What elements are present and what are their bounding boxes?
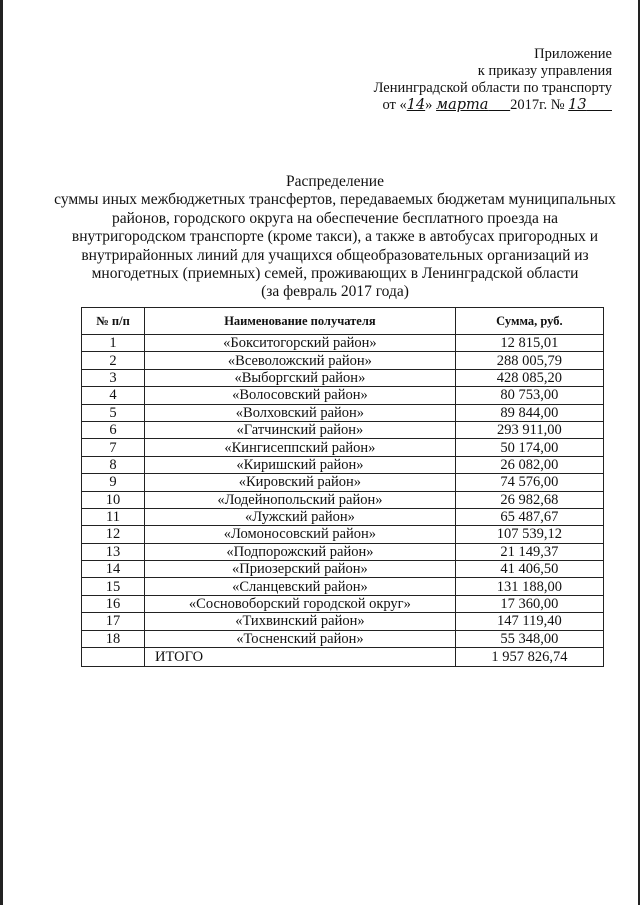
order-number: 13 <box>568 97 587 113</box>
row-recipient: «Сосновоборский городской округ» <box>145 595 456 612</box>
row-amount: 80 753,00 <box>455 387 603 404</box>
row-number: 14 <box>82 561 145 578</box>
row-recipient: «Волосовский район» <box>145 387 456 404</box>
row-amount: 89 844,00 <box>455 404 603 421</box>
header-amount: Сумма, руб. <box>455 308 603 335</box>
row-recipient: «Бокситогорский район» <box>145 335 456 352</box>
row-recipient: «Подпорожский район» <box>145 543 456 560</box>
row-recipient: «Выборгский район» <box>145 369 456 386</box>
row-number: 1 <box>82 335 145 352</box>
row-recipient: «Приозерский район» <box>145 561 456 578</box>
row-amount: 41 406,50 <box>455 561 603 578</box>
row-amount: 26 082,00 <box>455 456 603 473</box>
appendix-line-3: Ленинградской области по транспорту <box>373 80 612 96</box>
row-amount: 65 487,67 <box>455 508 603 525</box>
row-amount: 293 911,00 <box>455 421 603 438</box>
row-recipient: «Кировский район» <box>145 474 456 491</box>
row-number: 12 <box>82 526 145 543</box>
table-row <box>82 335 604 352</box>
row-recipient: «Сланцевский район» <box>145 578 456 595</box>
table-row <box>82 404 604 421</box>
date-year: 2017г. № <box>510 97 565 113</box>
row-amount: 17 360,00 <box>455 595 603 612</box>
row-number: 4 <box>82 387 145 404</box>
total-number-cell <box>82 648 145 667</box>
table-row <box>82 630 604 647</box>
row-number: 15 <box>82 578 145 595</box>
appendix-block <box>374 46 612 114</box>
table-row <box>82 387 604 404</box>
date-day: 14 <box>406 97 426 113</box>
table-row <box>82 474 604 491</box>
table-row <box>82 439 604 456</box>
header-recipient: Наименование получателя <box>145 308 456 335</box>
title-heading: Распределение <box>286 173 384 190</box>
title-line: внутрирайонных линий для учащихся общеобразовательных организаций из <box>81 246 589 264</box>
row-amount: 131 188,00 <box>455 578 603 595</box>
document-title <box>40 173 630 302</box>
row-number: 18 <box>82 630 145 647</box>
row-recipient: «Тихвинский район» <box>145 613 456 630</box>
table-row <box>82 613 604 630</box>
appendix-date-line: от «14» марта 2017г. № 13 <box>382 97 587 113</box>
title-line: суммы иных межбюджетных трансфертов, передаваемых бюджетам муниципальных <box>54 191 616 209</box>
table-row <box>82 421 604 438</box>
row-recipient: «Ломоносовский район» <box>145 526 456 543</box>
row-recipient: «Киришский район» <box>145 456 456 473</box>
row-amount: 147 119,40 <box>455 613 603 630</box>
distribution-table <box>81 307 604 667</box>
table-row <box>82 491 604 508</box>
total-row <box>82 648 604 667</box>
row-number: 17 <box>82 613 145 630</box>
table-row <box>82 561 604 578</box>
header-number: № п/п <box>82 308 145 335</box>
row-number: 16 <box>82 595 145 612</box>
row-number: 7 <box>82 439 145 456</box>
row-amount: 74 576,00 <box>455 474 603 491</box>
appendix-line-2: к приказу управления <box>477 63 612 79</box>
appendix-line-1: Приложение <box>534 46 612 62</box>
total-amount: 1 957 826,74 <box>455 648 603 667</box>
row-number: 11 <box>82 508 145 525</box>
row-recipient: «Гатчинский район» <box>145 421 456 438</box>
table-row <box>82 526 604 543</box>
row-amount: 26 982,68 <box>455 491 603 508</box>
row-recipient: «Лодейнопольский район» <box>145 491 456 508</box>
total-label: ИТОГО <box>145 648 456 667</box>
table-header-row <box>82 308 604 335</box>
row-number: 13 <box>82 543 145 560</box>
title-line: внутригородском транспорте (кроме такси), а также в автобусах пригородных и <box>71 228 599 246</box>
scan-left-edge <box>0 0 3 905</box>
row-recipient: «Волховский район» <box>145 404 456 421</box>
row-amount: 107 539,12 <box>455 526 603 543</box>
row-amount: 12 815,01 <box>455 335 603 352</box>
row-amount: 428 085,20 <box>455 369 603 386</box>
row-number: 8 <box>82 456 145 473</box>
table-row <box>82 595 604 612</box>
date-month: марта <box>436 97 489 113</box>
row-number: 6 <box>82 421 145 438</box>
table-row <box>82 578 604 595</box>
row-recipient: «Тосненский район» <box>145 630 456 647</box>
table-row <box>82 456 604 473</box>
row-number: 2 <box>82 352 145 369</box>
row-amount: 50 174,00 <box>455 439 603 456</box>
row-recipient: «Всеволожский район» <box>145 352 456 369</box>
row-amount: 55 348,00 <box>455 630 603 647</box>
title-line: районов, городского округа на обеспечение бесплатного проезда на <box>111 209 558 227</box>
table-row <box>82 352 604 369</box>
row-recipient: «Лужский район» <box>145 508 456 525</box>
table-row <box>82 369 604 386</box>
row-number: 10 <box>82 491 145 508</box>
table-row <box>82 543 604 560</box>
row-number: 5 <box>82 404 145 421</box>
row-recipient: «Кингисеппский район» <box>145 439 456 456</box>
row-number: 3 <box>82 369 145 386</box>
table-row <box>82 508 604 525</box>
row-number: 9 <box>82 474 145 491</box>
title-line: многодетных (приемных) семей, проживающих в Ленинградской области <box>91 265 579 283</box>
row-amount: 21 149,37 <box>455 543 603 560</box>
date-prefix: от « <box>382 97 407 113</box>
row-amount: 288 005,79 <box>455 352 603 369</box>
title-period: (за февраль 2017 года) <box>261 283 409 301</box>
